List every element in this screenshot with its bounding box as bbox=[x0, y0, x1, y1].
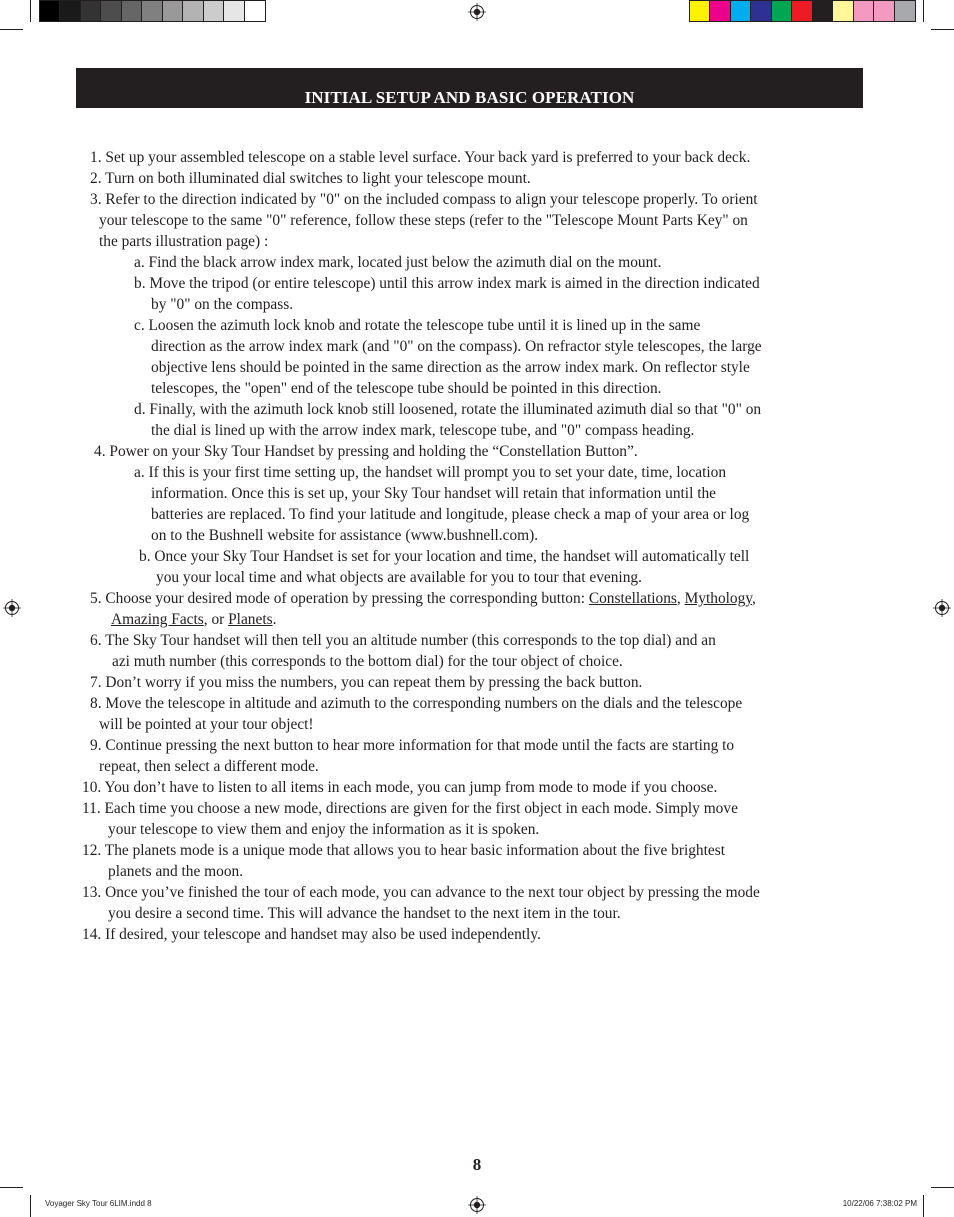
crop-mark bbox=[0, 1187, 23, 1188]
crop-mark bbox=[931, 29, 954, 30]
instruction-line: 12. The planets mode is a unique mode that allows you to hear basic information about the five brightest bbox=[82, 842, 725, 859]
instruction-line: b. Move the tripod (or entire telescope) until this arrow index mark is aimed in the direction indicated bbox=[134, 275, 760, 292]
instruction-line: 11. Each time you choose a new mode, directions are given for the first object in each mode. Simply move bbox=[82, 800, 738, 817]
instruction-line: you desire a second time. This will advance the handset to the next item in the tour. bbox=[108, 905, 621, 922]
gray-swatch bbox=[40, 1, 60, 21]
crop-mark bbox=[0, 29, 23, 30]
separator: , or bbox=[203, 611, 229, 628]
color-swatch bbox=[710, 1, 730, 21]
instruction-line: planets and the moon. bbox=[108, 863, 244, 880]
crop-mark bbox=[931, 1187, 954, 1188]
crop-mark bbox=[30, 1195, 31, 1217]
instruction-line: c. Loosen the azimuth lock knob and rotate the telescope tube until it is lined up in the same bbox=[134, 317, 701, 334]
instruction-line: 13. Once you’ve finished the tour of each mode, you can advance to the next tour object by pressing the mode bbox=[82, 884, 760, 901]
mode-amazing-facts: Amazing Facts bbox=[111, 611, 204, 628]
color-swatch bbox=[751, 1, 771, 21]
crop-mark bbox=[30, 0, 31, 22]
color-swatch bbox=[895, 1, 915, 21]
instruction-line: objective lens should be pointed in the same direction as the arrow index mark. On reflector style bbox=[151, 359, 750, 376]
instruction-line-modes-cont bbox=[111, 609, 276, 630]
instruction-line: 8. Move the telescope in altitude and azimuth to the corresponding numbers on the dials and the telescope bbox=[90, 695, 743, 712]
print-timestamp: 10/22/06 7:38:02 PM bbox=[842, 1199, 917, 1208]
instruction-line: 7. Don’t worry if you miss the numbers, you can repeat them by pressing the back button. bbox=[90, 674, 643, 691]
gray-swatch bbox=[163, 1, 183, 21]
instruction-line: 6. The Sky Tour handset will then tell you an altitude number (this corresponds to the top dial) and an bbox=[90, 632, 716, 649]
gray-swatch bbox=[142, 1, 162, 21]
instruction-line: 4. Power on your Sky Tour Handset by pressing and holding the “Constellation Button”. bbox=[94, 443, 638, 460]
instruction-line: you your local time and what objects are available for you to tour that evening. bbox=[156, 569, 642, 586]
instruction-line: your telescope to the same "0" reference, follow these steps (refer to the "Telescope Mount Parts Key" on bbox=[99, 212, 748, 229]
instruction-line: b. Once your Sky Tour Handset is set for your location and time, the handset will automatically tell bbox=[139, 548, 750, 565]
registration-mark-icon bbox=[3, 599, 21, 617]
gray-swatch bbox=[122, 1, 142, 21]
instruction-line: repeat, then select a different mode. bbox=[99, 758, 319, 775]
file-slug: Voyager Sky Tour 6LIM.indd 8 bbox=[45, 1199, 152, 1208]
instruction-line: d. Finally, with the azimuth lock knob still loosened, rotate the illuminated azimuth dial so that "0" on bbox=[134, 401, 762, 418]
color-swatch bbox=[731, 1, 751, 21]
instruction-line: 10. You don’t have to listen to all items in each mode, you can jump from mode to mode if you choose. bbox=[82, 779, 718, 796]
instruction-line: 14. If desired, your telescope and handset may also be used independently. bbox=[82, 926, 541, 943]
instruction-line: 2. Turn on both illuminated dial switches to light your telescope mount. bbox=[90, 170, 531, 187]
instruction-line: 9. Continue pressing the next button to hear more information for that mode until the facts are starting to bbox=[90, 737, 735, 754]
gray-swatch bbox=[81, 1, 101, 21]
registration-mark-icon bbox=[468, 1196, 486, 1214]
instruction-line: a. Find the black arrow index mark, located just below the azimuth dial on the mount. bbox=[134, 254, 662, 271]
instruction-line: telescopes, the "open" end of the telescope tube should be pointed in this direction. bbox=[151, 380, 662, 397]
gray-swatch bbox=[224, 1, 244, 21]
instruction-line: your telescope to view them and enjoy the information as it is spoken. bbox=[108, 821, 540, 838]
instruction-line: the parts illustration page) : bbox=[99, 233, 269, 250]
section-header-bar bbox=[76, 68, 863, 108]
instruction-line: the dial is lined up with the arrow index mark, telescope tube, and "0" compass heading. bbox=[151, 422, 695, 439]
instruction-line: by "0" on the compass. bbox=[151, 296, 294, 313]
separator: , bbox=[752, 590, 756, 607]
registration-mark-icon bbox=[468, 3, 486, 21]
instruction-line: direction as the arrow index mark (and "0" on the compass). On refractor style telescopes, the large bbox=[151, 338, 762, 355]
color-swatch bbox=[772, 1, 792, 21]
modes-intro-text: 5. Choose your desired mode of operation by pressing the corresponding button: bbox=[90, 590, 589, 607]
instruction-line: 3. Refer to the direction indicated by "0" on the included compass to align your telescope properly. To orient bbox=[90, 191, 758, 208]
gray-swatch bbox=[101, 1, 121, 21]
gray-swatch-bar bbox=[39, 0, 266, 22]
color-swatch bbox=[813, 1, 833, 21]
separator: , bbox=[676, 590, 685, 607]
mode-mythology: Mythology bbox=[684, 590, 753, 607]
instruction-line: batteries are replaced. To find your latitude and longitude, please check a map of your area or log bbox=[151, 506, 750, 523]
gray-swatch bbox=[183, 1, 203, 21]
crop-mark bbox=[923, 0, 924, 22]
instruction-line: a. If this is your first time setting up, the handset will prompt you to set your date, time, location bbox=[134, 464, 727, 481]
instruction-line: information. Once this is set up, your Sky Tour handset will retain that information until the bbox=[151, 485, 717, 502]
mode-planets: Planets bbox=[228, 611, 273, 628]
color-swatch bbox=[854, 1, 874, 21]
color-swatch bbox=[792, 1, 812, 21]
instruction-line: azi muth number (this corresponds to the bottom dial) for the tour object of choice. bbox=[112, 653, 623, 670]
mode-constellations: Constellations bbox=[588, 590, 677, 607]
instruction-line-modes bbox=[90, 588, 756, 609]
section-title: INITIAL SETUP AND BASIC OPERATION bbox=[304, 88, 635, 107]
gray-swatch bbox=[204, 1, 224, 21]
gray-swatch bbox=[245, 1, 265, 21]
color-swatch bbox=[874, 1, 894, 21]
page-number: 8 bbox=[472, 1155, 482, 1174]
separator: . bbox=[272, 611, 277, 628]
color-swatch bbox=[690, 1, 710, 21]
crop-mark bbox=[923, 1195, 924, 1217]
color-swatch-bar bbox=[689, 0, 916, 22]
registration-mark-icon bbox=[933, 599, 951, 617]
instruction-line: on to the Bushnell website for assistance (www.bushnell.com). bbox=[151, 527, 539, 544]
instruction-line: 1. Set up your assembled telescope on a stable level surface. Your back yard is preferred to your back deck. bbox=[90, 149, 751, 166]
color-swatch bbox=[833, 1, 853, 21]
gray-swatch bbox=[60, 1, 80, 21]
instruction-line: will be pointed at your tour object! bbox=[99, 716, 314, 733]
